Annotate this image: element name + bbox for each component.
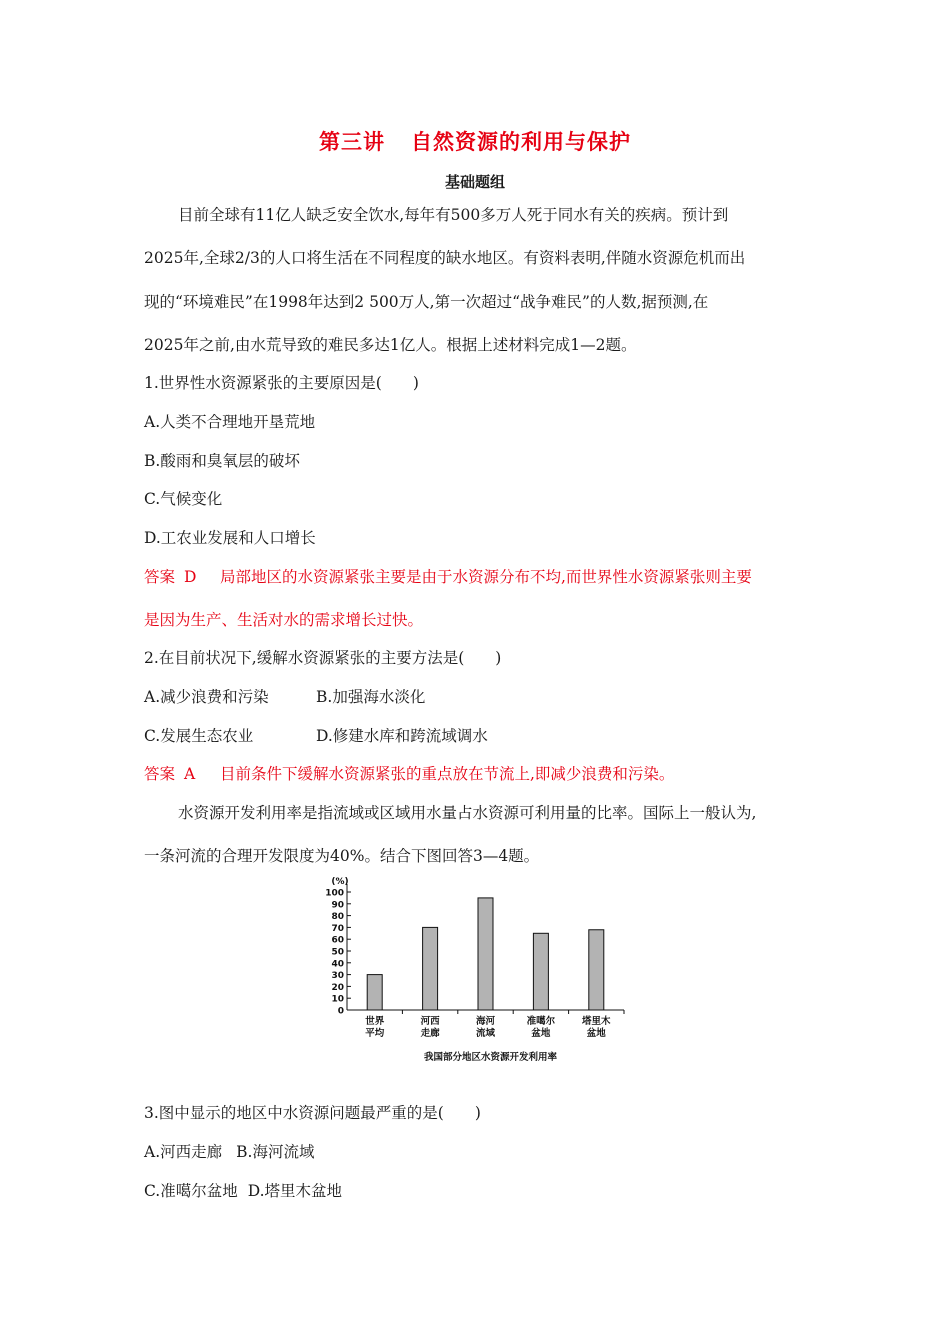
q2-option-a: A.减少浪费和污染 — [144, 688, 269, 706]
title-lecture: 第三讲 — [319, 130, 385, 154]
q3-options-row — [144, 1142, 314, 1162]
q3-option-c: C.准噶尔盆地 — [144, 1182, 238, 1200]
water-utilization-bar-chart — [318, 872, 638, 1072]
passage1-line: 2025年之前,由水荒导致的难民多达1亿人。根据上述材料完成1—2题。 — [144, 336, 637, 354]
x-category-label: 世界 — [365, 1016, 385, 1027]
q2-option-b: B.加强海水淡化 — [316, 688, 426, 706]
q1-stem: 1.世界性水资源紧张的主要原因是( ) — [144, 374, 419, 392]
q1-answer-label: 答案 — [144, 568, 176, 586]
q1-answer-letter: D — [184, 568, 197, 586]
y-tick-label: 80 — [331, 912, 344, 923]
y-axis-unit-label: (%) — [331, 877, 349, 887]
x-category-label: 准噶尔 — [526, 1016, 556, 1027]
y-tick-label: 50 — [331, 947, 344, 958]
q1-answer — [144, 567, 752, 587]
q1-option-a: A.人类不合理地开垦荒地 — [144, 413, 316, 431]
y-tick-label: 30 — [331, 971, 344, 982]
y-tick-label: 90 — [331, 900, 344, 911]
bar — [589, 930, 604, 1010]
y-tick-label: 60 — [331, 935, 344, 946]
q1-explanation-line: 是因为生产、生活对水的需求增长过快。 — [144, 611, 424, 629]
q2-options-row — [144, 687, 426, 707]
x-category-label: 走廊 — [420, 1028, 440, 1039]
q1-option-d: D.工农业发展和人口增长 — [144, 529, 316, 547]
passage2-line: 水资源开发利用率是指流域或区域用水量占水资源可利用量的比率。国际上一般认为, — [178, 804, 757, 822]
bar — [478, 898, 493, 1010]
x-category-label: 平均 — [365, 1028, 385, 1039]
bar — [533, 933, 548, 1010]
title-topic: 自然资源的利用与保护 — [411, 130, 631, 154]
y-tick-label: 40 — [331, 959, 344, 970]
q1-option-c: C.气候变化 — [144, 490, 223, 508]
q1-explanation-line: 局部地区的水资源紧张主要是由于水资源分布不均,而世界性水资源紧张则主要 — [220, 568, 752, 586]
bar — [367, 975, 382, 1010]
y-tick-label: 20 — [331, 982, 344, 993]
y-tick-label: 10 — [331, 994, 344, 1005]
y-tick-label: 70 — [331, 923, 344, 934]
q2-option-c: C.发展生态农业 — [144, 727, 254, 745]
section-heading: 基础题组 — [444, 173, 505, 191]
q1-option-b: B.酸雨和臭氧层的破坏 — [144, 452, 300, 470]
bar — [423, 927, 438, 1010]
x-category-label: 盆地 — [531, 1028, 551, 1039]
passage1-line: 现的“环境难民”在1998年达到2 500万人,第一次超过“战争难民”的人数,据预测,在 — [144, 293, 709, 311]
q2-option-d: D.修建水库和跨流域调水 — [316, 727, 488, 745]
q2-answer-label: 答案 — [144, 765, 176, 783]
q3-option-b: B.海河流域 — [236, 1143, 315, 1161]
passage1-line: 2025年,全球2/3的人口将生活在不同程度的缺水地区。有资料表明,伴随水资源危机而出 — [144, 249, 746, 267]
y-tick-label: 0 — [337, 1006, 344, 1017]
q2-stem: 2.在目前状况下,缓解水资源紧张的主要方法是( ) — [144, 649, 502, 667]
x-category-label: 流域 — [475, 1028, 496, 1039]
passage1-line: 目前全球有11亿人缺乏安全饮水,每年有500多万人死于同水有关的疾病。预计到 — [178, 206, 729, 224]
q2-explanation: 目前条件下缓解水资源紧张的重点放在节流上,即减少浪费和污染。 — [220, 765, 675, 783]
q2-options-row — [144, 726, 488, 746]
q3-option-d: D.塔里木盆地 — [247, 1182, 343, 1200]
q2-answer — [144, 764, 674, 784]
q2-answer-letter: A — [184, 765, 196, 783]
x-category-label: 塔里木 — [582, 1016, 611, 1027]
x-category-label: 河西 — [420, 1016, 440, 1027]
y-tick-label: 100 — [325, 888, 344, 899]
chart-title: 我国部分地区水资源开发利用率 — [423, 1052, 558, 1063]
passage2-line: 一条河流的合理开发限度为40%。结合下图回答3—4题。 — [144, 847, 540, 865]
x-category-label: 海河 — [475, 1016, 496, 1027]
q3-options-row — [144, 1181, 342, 1201]
page-title — [0, 126, 950, 156]
x-category-label: 盆地 — [586, 1028, 606, 1039]
q3-option-a: A.河西走廊 — [144, 1143, 223, 1161]
q3-stem: 3.图中显示的地区中水资源问题最严重的是( ) — [144, 1104, 481, 1122]
